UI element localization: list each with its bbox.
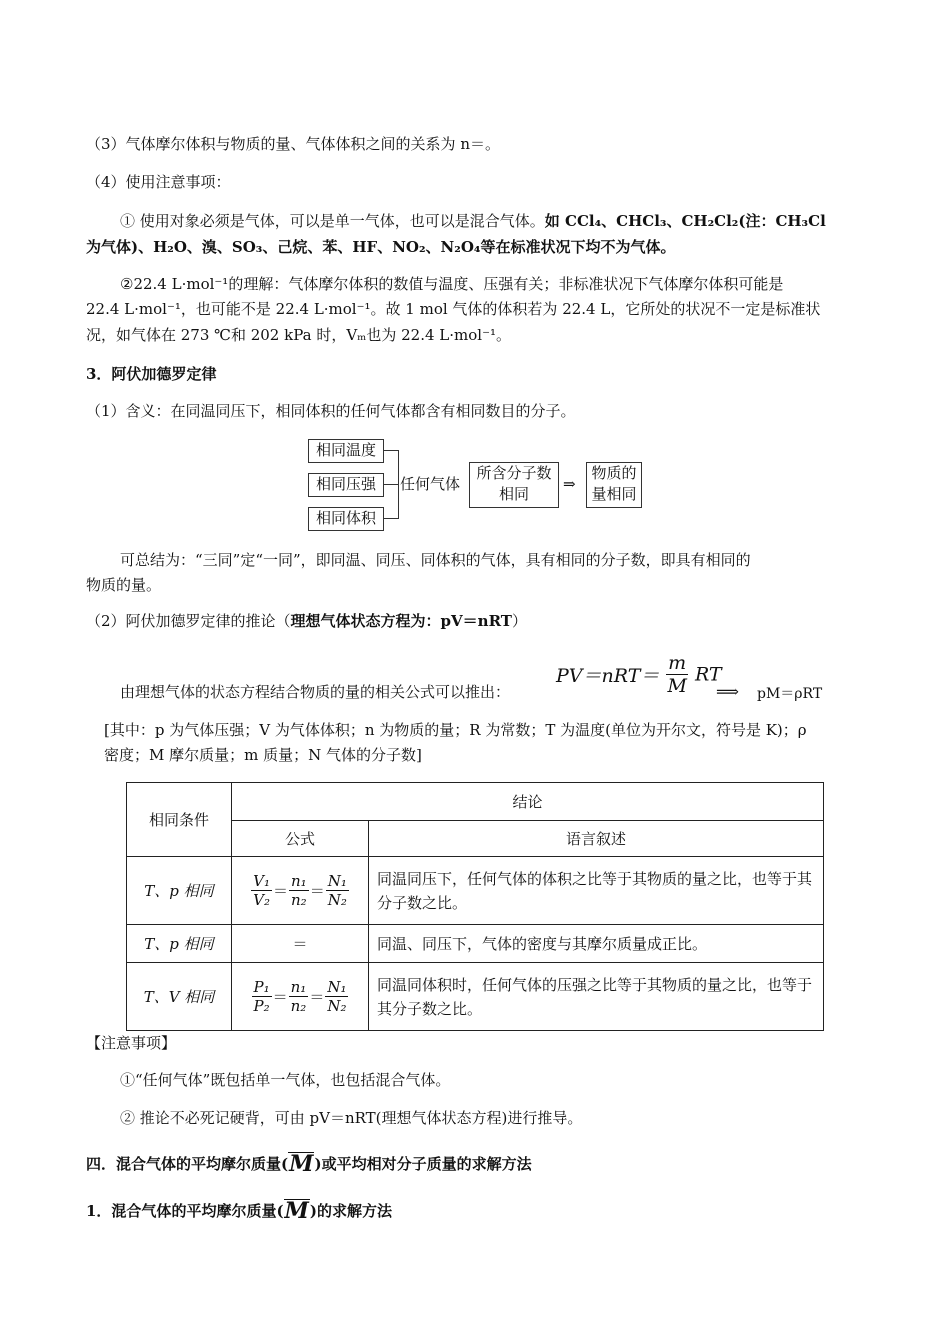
inference-table [126, 782, 824, 1031]
section-4-1-heading: 1．混合气体的平均摩尔质量(M)的求解方法 [86, 1198, 393, 1224]
relation-line: （3）气体摩尔体积与物质的量、气体体积之间的关系为 n＝。 [86, 135, 500, 153]
connector [384, 450, 398, 451]
table-row [127, 925, 824, 963]
row-description: 同温同体积时，任何气体的压强之比等于其物质的量之比，也等于其分子数之比。 [369, 963, 824, 1031]
section-4-heading: 四．混合气体的平均摩尔质量(M)或平均相对分子质量的求解方法 [86, 1151, 532, 1177]
row-condition: T、p 相同 [127, 925, 232, 963]
header-condition: 相同条件 [127, 783, 232, 857]
usage-note-1b: 为气体)、H₂O、溴、SO₃、己烷、苯、HF、NO₂、N₂O₄等在标准状况下均不为气体。 [86, 238, 676, 256]
usage-note-2b: 22.4 L·mol⁻¹，也可能不是 22.4 L·mol⁻¹。故 1 mol 气体的体积若为 22.4 L，它所处的状况不一定是标准状 [86, 300, 821, 318]
implies-arrow-icon: ⟹ [716, 682, 739, 701]
cond-pressure: 相同压强 [308, 473, 384, 497]
row-description: 同温同压下，任何气体的体积之比等于其物质的量之比，也等于其分子数之比。 [369, 857, 824, 925]
molecule-count-box: 所含分子数 相同 [469, 462, 559, 508]
connector-brace [398, 450, 399, 519]
header-formula: 公式 [232, 821, 369, 857]
row-condition: T、p 相同 [127, 857, 232, 925]
table-row [127, 857, 824, 925]
m-bar-symbol: M [284, 1198, 309, 1224]
row-formula: $\frac{\text{P₁}}{\text{P₂}}$ ＝ $\frac{\text{n₁}}{\text{n₂}}$ ＝ $\frac{\text{N₁}}{\text{N₂}}$ [232, 963, 369, 1031]
summary-line-b: 物质的量。 [86, 576, 162, 594]
row-condition: T、V 相同 [127, 963, 232, 1031]
row-description: 同温、同压下，气体的密度与其摩尔质量成正比。 [369, 925, 824, 963]
inference-heading: （2）阿伏加德罗定律的推论（理想气体状态方程为：pV＝nRT） [86, 612, 527, 630]
gas-law-formula: PV＝nRT＝ $\frac{m}{M}$ RT [556, 652, 722, 697]
usage-note-2c: 况，如气体在 273 ℃和 202 kPa 时，Vₘ也为 22.4 L·mol⁻¹。 [86, 326, 512, 344]
section-3-heading: 3．阿伏加德罗定律 [86, 365, 217, 383]
connector [384, 484, 398, 485]
row-formula: ＝ [232, 925, 369, 963]
notes-heading: （4）使用注意事项： [86, 173, 231, 191]
table-row [127, 963, 824, 1031]
definition-line: （1）含义：在同温同压下，相同体积的任何气体都含有相同数目的分子。 [86, 402, 576, 420]
derivation-line: 由理想气体的状态方程结合物质的量的相关公式可以推出： [120, 683, 511, 701]
m-bar-symbol: M [289, 1151, 314, 1177]
result-box: 物质的 量相同 [586, 462, 642, 508]
derived-formula: pM＝ρRT [757, 686, 823, 702]
connector [384, 518, 398, 519]
attention-item-2: ② 推论不必死记硬背，可由 pV＝nRT(理想气体状态方程)进行推导。 [120, 1109, 583, 1127]
header-conclusion: 结论 [232, 783, 824, 821]
header-description: 语言叙述 [369, 821, 824, 857]
any-gas-label: 任何气体 [400, 475, 461, 493]
cond-temperature: 相同温度 [308, 439, 384, 463]
arrow-icon: ⇒ [563, 475, 576, 493]
usage-note-1a: ① 使用对象必须是气体，可以是单一气体，也可以是混合气体。如 CCl₄、CHCl₃、CH₂Cl₂(注：CH₃Cl [120, 212, 826, 230]
row-formula: $\frac{\text{V₁}}{\text{V₂}}$ ＝ $\frac{\text{n₁}}{\text{n₂}}$ ＝ $\frac{\text{N₁}}{\text{N₂}}$ [232, 857, 369, 925]
symbol-note-b: 密度；M 摩尔质量；m 质量；N 气体的分子数] [104, 746, 422, 764]
summary-line-a: 可总结为：“三同”定“一同”，即同温、同压、同体积的气体，具有相同的分子数，即具有相同的 [120, 551, 751, 569]
cond-volume: 相同体积 [308, 507, 384, 531]
symbol-note-a: [其中：p 为气体压强；V 为气体体积；n 为物质的量；R 为常数；T 为温度(单位为开尔文，符号是 K)；ρ [104, 721, 807, 739]
attention-heading: 【注意事项】 [86, 1034, 177, 1052]
usage-note-2a: ②22.4 L·mol⁻¹的理解：气体摩尔体积的数值与温度、压强有关；非标准状况下气体摩尔体积可能是 [120, 275, 784, 293]
attention-item-1: ①“任何气体”既包括单一气体，也包括混合气体。 [120, 1071, 451, 1089]
